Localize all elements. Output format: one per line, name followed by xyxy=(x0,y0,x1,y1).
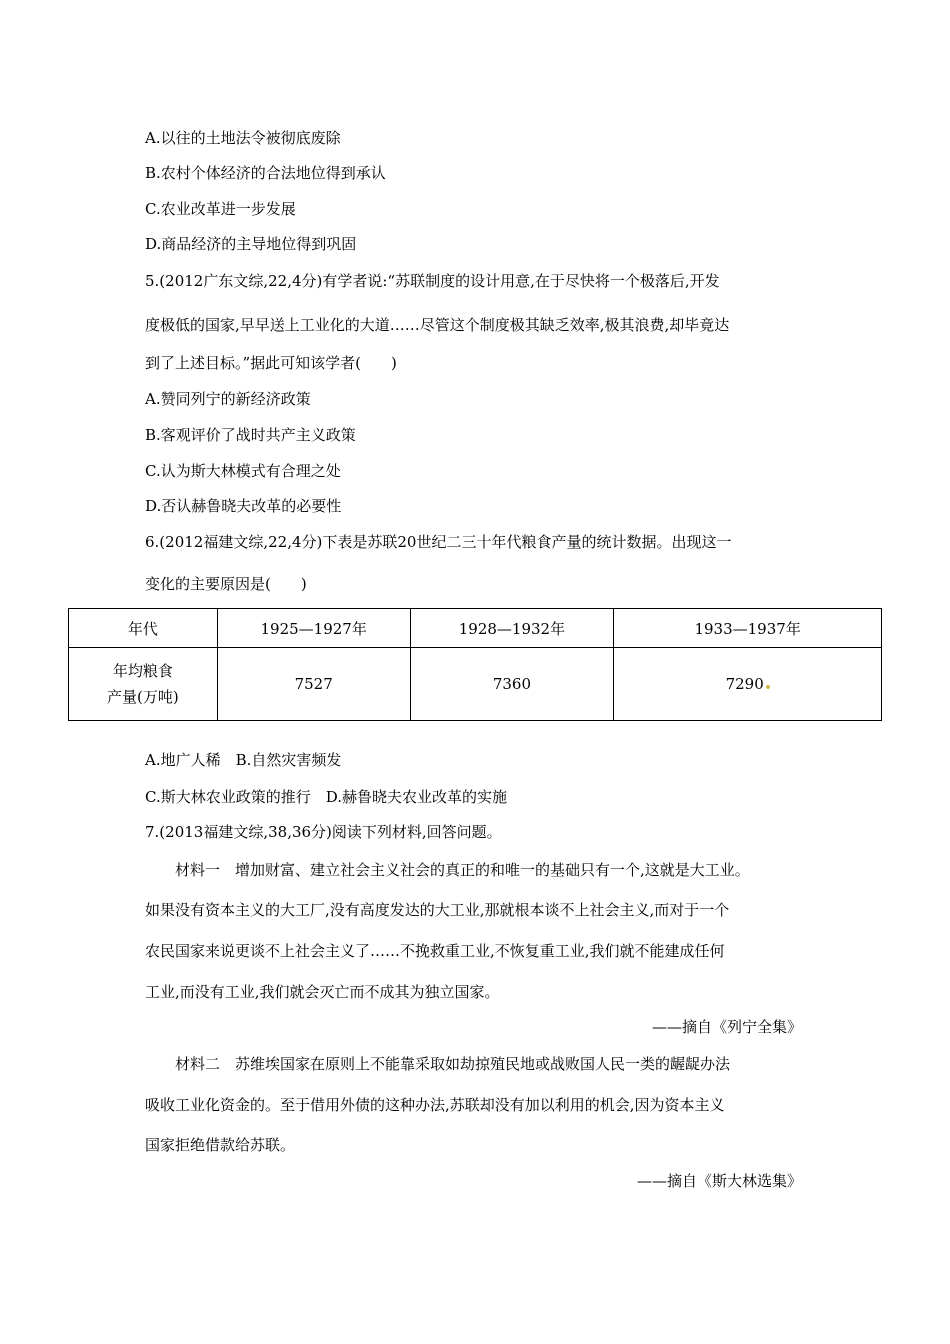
material2-line3: 国家拒绝借款给苏联。 xyxy=(145,1136,296,1154)
q5-option-a: A.赞同列宁的新经济政策 xyxy=(145,390,311,408)
table-header-cell: 1928—1932年 xyxy=(410,609,614,648)
table-header-cell: 1933—1937年 xyxy=(614,609,882,648)
q5-option-d: D.否认赫鲁晓夫改革的必要性 xyxy=(145,497,342,515)
table-header-cell: 1925—1927年 xyxy=(217,609,410,648)
q4-option-b: B.农村个体经济的合法地位得到承认 xyxy=(145,164,386,182)
row-label-cell xyxy=(69,648,218,721)
q4-option-a: A.以往的土地法令被彻底废除 xyxy=(145,129,341,147)
q6-options-line1: A.地广人稀 B.自然灾害频发 xyxy=(145,751,342,769)
table-row xyxy=(69,648,882,721)
table-cell: 7360 xyxy=(410,648,614,721)
material1-line2: 如果没有资本主义的大工厂,没有高度发达的大工业,那就根本谈不上社会主义,而对于一个 xyxy=(145,901,730,919)
q6-stem-line1: 6.(2012福建文综,22,4分)下表是苏联20世纪二三十年代粮食产量的统计数据。出现这一 xyxy=(145,533,732,551)
material1-source: ——摘自《列宁全集》 xyxy=(651,1018,802,1036)
q6-stem-line2: 变化的主要原因是( ) xyxy=(145,575,307,593)
material1-line3: 农民国家来说更谈不上社会主义了……不挽救重工业,不恢复重工业,我们就不能建成任何 xyxy=(145,942,725,960)
highlight-dot xyxy=(766,685,770,689)
row-label-line1: 年均粮食 xyxy=(112,662,173,680)
q5-option-c: C.认为斯大林模式有合理之处 xyxy=(145,462,341,480)
material2-line1: 材料二 苏维埃国家在原则上不能靠采取如劫掠殖民地或战败国人民一类的龌龊办法 xyxy=(175,1055,731,1073)
q5-option-b: B.客观评价了战时共产主义政策 xyxy=(145,426,356,444)
q5-stem-line1: 5.(2012广东文综,22,4分)有学者说:“苏联制度的设计用意,在于尽快将一个极落后,开发 xyxy=(145,272,720,290)
table-cell xyxy=(614,648,882,721)
q7-title: 7.(2013福建文综,38,36分)阅读下列材料,回答问题。 xyxy=(145,823,502,841)
material2-line2: 吸收工业化资金的。至于借用外债的这种办法,苏联却没有加以利用的机会,因为资本主义 xyxy=(145,1096,725,1114)
q6-options-line2: C.斯大林农业政策的推行 D.赫鲁晓夫农业改革的实施 xyxy=(145,788,507,806)
q4-option-d: D.商品经济的主导地位得到巩固 xyxy=(145,235,357,253)
q4-option-c: C.农业改革进一步发展 xyxy=(145,200,296,218)
table-header-row xyxy=(69,609,882,648)
q5-stem-line3: 到了上述目标。”据此可知该学者( ) xyxy=(145,354,397,372)
q5-stem-line2: 度极低的国家,早早送上工业化的大道……尽管这个制度极其缺乏效率,极其浪费,却毕竟达 xyxy=(145,316,730,334)
material1-line4: 工业,而没有工业,我们就会灭亡而不成其为独立国家。 xyxy=(145,983,500,1001)
material1-line1: 材料一 增加财富、建立社会主义社会的真正的和唯一的基础只有一个,这就是大工业。 xyxy=(175,861,750,879)
table-header-cell: 年代 xyxy=(69,609,218,648)
row-label-line2: 产量(万吨) xyxy=(107,688,179,706)
table-cell-value: 7290 xyxy=(725,675,764,693)
material2-source: ——摘自《斯大林选集》 xyxy=(636,1172,802,1190)
grain-output-table xyxy=(68,608,882,721)
table-cell: 7527 xyxy=(217,648,410,721)
